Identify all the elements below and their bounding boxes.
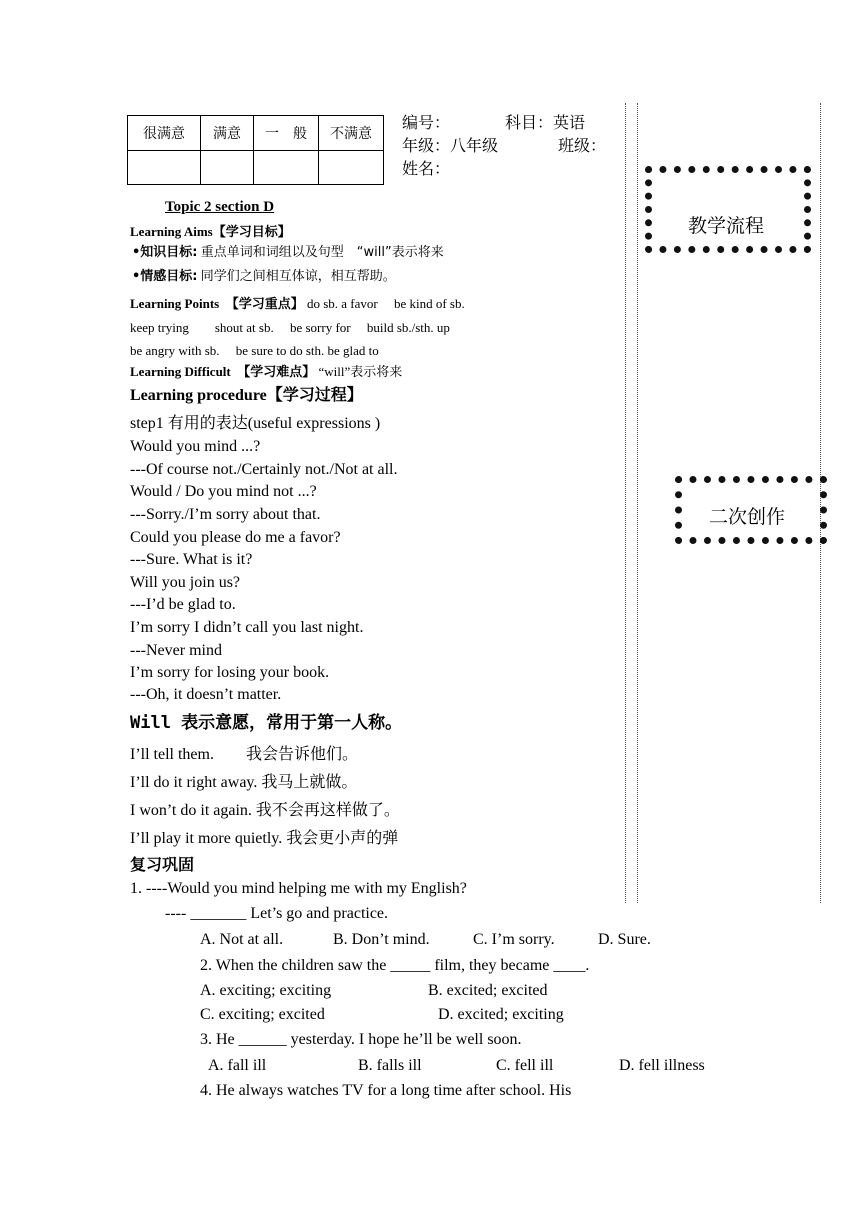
q3-option-d: D. fell illness (619, 1057, 705, 1074)
q1-option-a: A. Not at all. (200, 931, 284, 948)
teaching-flow-label: 教学流程 (688, 215, 765, 237)
q3-option-c: C. fell ill (496, 1057, 554, 1074)
aim-emotion-label: •情感目标: (132, 269, 198, 284)
rating-cell[interactable] (201, 151, 254, 185)
will-example: I’ll tell them. 我会告诉他们。 (130, 746, 358, 763)
second-creation-label: 二次创作 (709, 506, 786, 528)
will-example: I’ll do it right away. 我马上就做。 (130, 774, 358, 791)
q3-option-a: A. fall ill (208, 1057, 267, 1074)
rating-average: 一 般 (254, 116, 319, 151)
review-heading: 复习巩固 (130, 855, 195, 874)
class-label: 班级： (558, 136, 607, 155)
q1-option-d: D. Sure. (598, 931, 651, 948)
rating-cell[interactable] (128, 151, 201, 185)
points-line-2: keep trying shout at sb. be sorry for build sb./sth. up (130, 320, 450, 335)
difficult-text: “will”表示将来 (318, 364, 403, 379)
procedure-heading: Learning procedure【学习过程】 (130, 387, 363, 404)
aim-knowledge-text: 重点单词和词组以及句型 “will”表示将来 (200, 245, 444, 260)
q1-option-b: B. Don’t mind. (333, 931, 430, 948)
will-example: I won’t do it again. 我不会再这样做了。 (130, 802, 400, 819)
points-line-3: be angry with sb. be sure to do sth. be glad to (130, 343, 379, 358)
aim-emotion (132, 265, 396, 284)
points-text-1: do sb. a favor be kind of sb. (306, 296, 465, 311)
q2-option-b: B. excited; excited (428, 982, 548, 999)
column-divider (637, 103, 638, 903)
teaching-flow-box (645, 166, 811, 253)
rating-very-satisfied: 很满意 (128, 116, 201, 151)
question-3: 3. He ______ yesterday. I hope he’ll be well soon. (200, 1031, 522, 1048)
q2-option-c: C. exciting; excited (200, 1006, 325, 1023)
aims-heading: Learning Aims【学习目标】 (130, 224, 291, 239)
question-4: 4. He always watches TV for a long time after school. His (200, 1082, 572, 1099)
expression-line: Would / Do you mind not ...? (130, 483, 317, 500)
grade-label: 年级：八年级 (402, 136, 499, 155)
expression-line: ---Oh, it doesn’t matter. (130, 686, 282, 703)
question-1-reply: ---- _______ Let’s go and practice. (165, 905, 389, 922)
aim-knowledge-label: •知识目标: (132, 245, 198, 260)
expression-line: Will you join us? (130, 574, 241, 591)
q2-option-d: D. excited; exciting (438, 1006, 564, 1023)
expression-line: ---I’d be glad to. (130, 596, 236, 613)
points-line-1 (130, 293, 465, 312)
difficult-heading: Learning Difficult 【学习难点】 (130, 364, 316, 379)
difficult-line (130, 361, 402, 380)
q1-option-c: C. I’m sorry. (473, 931, 555, 948)
rating-cell[interactable] (254, 151, 319, 185)
aim-emotion-text: 同学们之间相互体谅，相互帮助。 (200, 269, 396, 284)
aim-knowledge (132, 241, 444, 260)
expression-line: ---Of course not./Certainly not./Not at all. (130, 461, 398, 478)
q2-option-a: A. exciting; exciting (200, 982, 332, 999)
expression-line: ---Never mind (130, 642, 222, 659)
will-heading: Will 表示意愿，常用于第一人称。 (130, 713, 403, 733)
expression-line: ---Sorry./I’m sorry about that. (130, 506, 321, 523)
question-2: 2. When the children saw the _____ film, they became ____. (200, 957, 590, 974)
expression-line: ---Sure. What is it? (130, 551, 253, 568)
expression-line: Could you please do me a favor? (130, 529, 341, 546)
q3-option-b: B. falls ill (358, 1057, 422, 1074)
will-example: I’ll play it more quietly. 我会更小声的弹 (130, 830, 399, 847)
number-label: 编号： (402, 113, 451, 132)
question-1: 1. ----Would you mind helping me with my English? (130, 880, 467, 897)
step1-heading: step1 有用的表达(useful expressions ) (130, 415, 381, 432)
rating-satisfied: 满意 (201, 116, 254, 151)
expression-line: Would you mind ...? (130, 438, 261, 455)
rating-unsatisfied: 不满意 (319, 116, 384, 151)
lesson-title: Topic 2 section D (165, 199, 275, 215)
points-heading: Learning Points 【学习重点】 (130, 296, 304, 311)
subject-label: 科目：英语 (505, 113, 586, 132)
rating-table (127, 115, 384, 185)
column-divider (625, 103, 626, 903)
rating-cell[interactable] (319, 151, 384, 185)
name-label: 姓名： (402, 159, 451, 178)
expression-line: I’m sorry I didn’t call you last night. (130, 619, 364, 636)
expression-line: I’m sorry for losing your book. (130, 664, 330, 681)
